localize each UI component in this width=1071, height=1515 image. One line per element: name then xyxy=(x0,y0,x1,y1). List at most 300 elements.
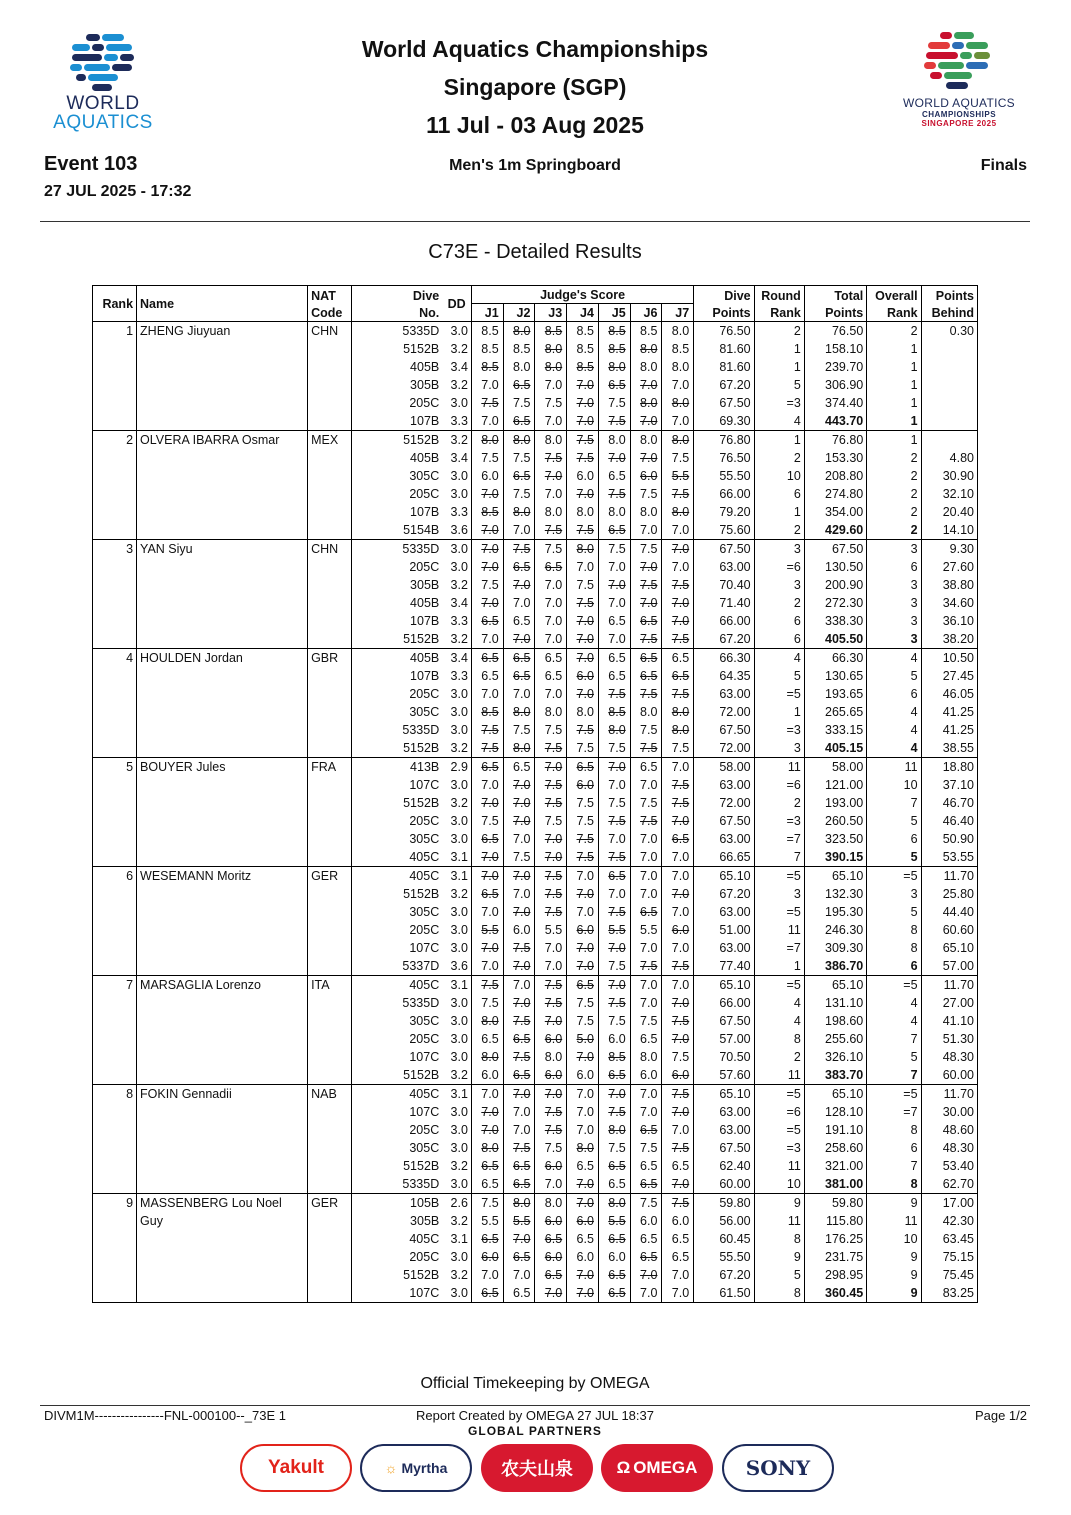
overall-rank: =7 xyxy=(867,1103,921,1121)
overall-rank: 3 xyxy=(867,540,921,559)
overall-rank: 5 xyxy=(867,848,921,867)
dive-points: 63.00 xyxy=(694,776,754,794)
judge-score: 7.5 xyxy=(471,394,503,412)
judge-score: 6.0 xyxy=(662,1212,694,1230)
judge-score: 7.0 xyxy=(567,903,599,921)
round-rank: 11 xyxy=(754,1157,804,1175)
total-points: 65.10 xyxy=(804,867,866,886)
dive-number: 5152B xyxy=(352,1066,443,1085)
round-rank: 11 xyxy=(754,1212,804,1230)
col-j7: J7 xyxy=(662,304,694,322)
judge-score: 7.5 xyxy=(535,903,567,921)
judge-score: 7.5 xyxy=(567,449,599,467)
judge-score: 7.5 xyxy=(662,957,694,976)
overall-rank: 6 xyxy=(867,830,921,848)
dive-points: 66.00 xyxy=(694,485,754,503)
nat-empty xyxy=(308,903,352,921)
points-behind: 75.15 xyxy=(921,1248,977,1266)
sponsor-myrtha xyxy=(360,1444,472,1492)
points-behind: 48.60 xyxy=(921,1121,977,1139)
judge-score: 7.0 xyxy=(535,830,567,848)
judge-score: 6.5 xyxy=(630,1157,662,1175)
rank-empty xyxy=(93,612,137,630)
page-title xyxy=(300,30,770,144)
table-row xyxy=(93,1194,978,1213)
points-behind: 44.40 xyxy=(921,903,977,921)
overall-rank: 1 xyxy=(867,394,921,412)
degree-of-difficulty: 3.2 xyxy=(450,578,468,592)
nat-empty xyxy=(308,394,352,412)
round-rank: 6 xyxy=(754,612,804,630)
judge-score: 7.0 xyxy=(567,867,599,886)
judge-score: 6.5 xyxy=(598,376,630,394)
overall-rank: 3 xyxy=(867,576,921,594)
event-datetime: 27 JUL 2025 - 17:32 xyxy=(44,183,192,200)
judge-score: 7.5 xyxy=(471,1194,503,1213)
rank-empty xyxy=(93,776,137,794)
judge-score: 7.5 xyxy=(662,776,694,794)
judge-score: 7.0 xyxy=(598,939,630,957)
judge-score: 6.5 xyxy=(503,758,535,777)
judge-score: 7.5 xyxy=(598,739,630,758)
judge-score: 8.5 xyxy=(567,322,599,341)
athlete-rank: 8 xyxy=(93,1085,137,1104)
event-number: Event 103 xyxy=(44,153,138,175)
dive-points: 77.40 xyxy=(694,957,754,976)
athlete-rank: 9 xyxy=(93,1194,137,1213)
table-row xyxy=(93,921,978,939)
dive-number: 305C xyxy=(352,703,443,721)
dive-points: 62.40 xyxy=(694,1157,754,1175)
judge-score: 7.0 xyxy=(630,1103,662,1121)
table-row xyxy=(93,376,978,394)
dive-points: 66.65 xyxy=(694,848,754,867)
degree-of-difficulty: 3.1 xyxy=(450,1232,468,1246)
judge-score: 7.0 xyxy=(630,449,662,467)
judge-score: 8.0 xyxy=(567,503,599,521)
nat-empty xyxy=(308,630,352,649)
col-nat-1: NAT xyxy=(308,286,352,304)
total-points: 309.30 xyxy=(804,939,866,957)
total-points: 333.15 xyxy=(804,721,866,739)
judge-score: 7.0 xyxy=(598,576,630,594)
col-round-rank-1: Round xyxy=(754,286,804,304)
nat-empty xyxy=(308,1266,352,1284)
judge-score: 7.5 xyxy=(662,630,694,649)
points-behind: 30.00 xyxy=(921,1103,977,1121)
dive-number: 305C xyxy=(352,830,443,848)
overall-rank: 11 xyxy=(867,758,921,777)
dive-number: 405C xyxy=(352,848,443,867)
points-behind: 32.10 xyxy=(921,485,977,503)
judge-score: 7.5 xyxy=(535,521,567,540)
judge-score: 7.0 xyxy=(662,1175,694,1194)
judge-score: 7.5 xyxy=(471,976,503,995)
dive-number: 405B xyxy=(352,449,443,467)
total-points: 121.00 xyxy=(804,776,866,794)
points-behind xyxy=(921,358,977,376)
overall-rank: 10 xyxy=(867,1230,921,1248)
judge-score: 8.0 xyxy=(630,503,662,521)
judge-score: 6.5 xyxy=(630,1175,662,1194)
name-empty xyxy=(137,612,308,630)
judge-score: 7.5 xyxy=(535,812,567,830)
dive-points: 67.50 xyxy=(694,721,754,739)
points-behind xyxy=(921,376,977,394)
dive-points: 60.45 xyxy=(694,1230,754,1248)
judge-score: 7.5 xyxy=(662,485,694,503)
judge-score: 8.0 xyxy=(630,431,662,450)
total-points: 360.45 xyxy=(804,1284,866,1303)
name-empty xyxy=(137,1157,308,1175)
points-behind: 38.20 xyxy=(921,630,977,649)
event-name: Men's 1m Springboard xyxy=(449,157,621,174)
judge-score: 6.5 xyxy=(662,1248,694,1266)
rank-empty xyxy=(93,685,137,703)
degree-of-difficulty: 3.0 xyxy=(450,1032,468,1046)
table-row xyxy=(93,558,978,576)
table-row xyxy=(93,939,978,957)
name-empty xyxy=(137,503,308,521)
judge-score: 7.0 xyxy=(503,685,535,703)
round-rank: 2 xyxy=(754,521,804,540)
total-points: 198.60 xyxy=(804,1012,866,1030)
dive-number: 205C xyxy=(352,1121,443,1139)
name-empty xyxy=(137,921,308,939)
judge-score: 7.0 xyxy=(503,976,535,995)
table-row xyxy=(93,721,978,739)
total-points: 193.00 xyxy=(804,794,866,812)
judge-score: 6.5 xyxy=(471,1284,503,1303)
judge-score: 7.5 xyxy=(535,721,567,739)
rank-empty xyxy=(93,1175,137,1194)
judge-score: 7.0 xyxy=(662,594,694,612)
dive-number: 413B xyxy=(352,758,443,777)
dive-number: 205C xyxy=(352,685,443,703)
judge-score: 6.5 xyxy=(598,1266,630,1284)
timekeeping-note: Official Timekeeping by OMEGA xyxy=(420,1375,650,1392)
judge-score: 8.0 xyxy=(471,1139,503,1157)
judge-score: 8.0 xyxy=(535,503,567,521)
judge-score: 6.0 xyxy=(567,467,599,485)
rank-empty xyxy=(93,340,137,358)
dive-number: 107B xyxy=(352,412,443,431)
judge-score: 6.5 xyxy=(471,1175,503,1194)
overall-rank: 9 xyxy=(867,1194,921,1213)
table-row xyxy=(93,758,978,777)
degree-of-difficulty: 3.0 xyxy=(450,1105,468,1119)
judge-score: 8.0 xyxy=(630,703,662,721)
athlete-nat: FRA xyxy=(308,758,352,777)
judge-score: 8.0 xyxy=(598,721,630,739)
judge-score: 7.0 xyxy=(630,867,662,886)
points-behind: 27.00 xyxy=(921,994,977,1012)
championships-text-3: SINGAPORE 2025 xyxy=(921,119,997,128)
nat-empty xyxy=(308,1212,352,1230)
judge-score: 7.5 xyxy=(598,812,630,830)
judge-score: 7.5 xyxy=(630,739,662,758)
judge-score: 7.0 xyxy=(662,903,694,921)
rank-empty xyxy=(93,1212,137,1230)
judge-score: 7.5 xyxy=(598,848,630,867)
overall-rank: 8 xyxy=(867,921,921,939)
judge-score: 7.0 xyxy=(503,867,535,886)
points-behind: 75.45 xyxy=(921,1266,977,1284)
points-behind: 65.10 xyxy=(921,939,977,957)
judge-score: 6.5 xyxy=(598,467,630,485)
dive-points: 63.00 xyxy=(694,685,754,703)
dive-number: 305C xyxy=(352,1012,443,1030)
dive-points: 75.60 xyxy=(694,521,754,540)
judge-score: 7.5 xyxy=(662,1194,694,1213)
nat-empty xyxy=(308,1012,352,1030)
round-rank: 3 xyxy=(754,576,804,594)
sponsor-sony xyxy=(722,1444,834,1492)
round-rank: 1 xyxy=(754,431,804,450)
judge-score: 8.0 xyxy=(567,1139,599,1157)
degree-of-difficulty: 3.0 xyxy=(450,1286,468,1300)
points-behind: 41.25 xyxy=(921,703,977,721)
judge-score: 6.0 xyxy=(535,1157,567,1175)
judge-score: 7.0 xyxy=(503,630,535,649)
dive-points: 67.20 xyxy=(694,630,754,649)
degree-of-difficulty: 3.3 xyxy=(450,505,468,519)
rank-empty xyxy=(93,503,137,521)
judge-score: 7.5 xyxy=(567,594,599,612)
round-rank: =5 xyxy=(754,685,804,703)
points-behind: 36.10 xyxy=(921,612,977,630)
judge-score: 5.5 xyxy=(630,921,662,939)
table-row xyxy=(93,521,978,540)
athlete-name: YAN Siyu xyxy=(137,540,308,559)
round-rank: =7 xyxy=(754,939,804,957)
rank-empty xyxy=(93,1121,137,1139)
judge-score: 7.5 xyxy=(662,1012,694,1030)
judge-score: 7.5 xyxy=(567,721,599,739)
judge-score: 7.5 xyxy=(471,576,503,594)
judge-score: 7.0 xyxy=(630,885,662,903)
degree-of-difficulty: 3.0 xyxy=(450,996,468,1010)
judge-score: 6.0 xyxy=(630,1066,662,1085)
judge-score: 8.0 xyxy=(662,431,694,450)
judge-score: 6.0 xyxy=(535,1030,567,1048)
overall-rank: 4 xyxy=(867,994,921,1012)
sponsor-nongfu xyxy=(481,1444,593,1492)
athlete-name: ZHENG Jiuyuan xyxy=(137,322,308,341)
judge-score: 6.5 xyxy=(503,1284,535,1303)
table-row xyxy=(93,1139,978,1157)
degree-of-difficulty: 3.0 xyxy=(450,1250,468,1264)
overall-rank: 6 xyxy=(867,957,921,976)
name-empty xyxy=(137,812,308,830)
round-rank: 1 xyxy=(754,503,804,521)
judge-score: 6.5 xyxy=(471,758,503,777)
total-points: 193.65 xyxy=(804,685,866,703)
total-points: 260.50 xyxy=(804,812,866,830)
overall-rank: 2 xyxy=(867,485,921,503)
rank-empty xyxy=(93,903,137,921)
degree-of-difficulty: 3.2 xyxy=(450,1268,468,1282)
judge-score: 7.0 xyxy=(535,1175,567,1194)
col-dive-points-2: Points xyxy=(694,304,754,322)
rank-empty xyxy=(93,1284,137,1303)
judge-score: 6.0 xyxy=(535,1066,567,1085)
judge-score: 7.0 xyxy=(567,939,599,957)
rank-empty xyxy=(93,885,137,903)
judge-score: 7.0 xyxy=(471,1085,503,1104)
total-points: 191.10 xyxy=(804,1121,866,1139)
degree-of-difficulty: 3.2 xyxy=(450,342,468,356)
judge-score: 7.5 xyxy=(630,685,662,703)
judge-score: 7.0 xyxy=(630,1284,662,1303)
points-behind: 17.00 xyxy=(921,1194,977,1213)
judge-score: 6.0 xyxy=(567,776,599,794)
judge-score: 6.5 xyxy=(471,1030,503,1048)
overall-rank: 1 xyxy=(867,358,921,376)
judge-score: 7.0 xyxy=(471,1103,503,1121)
points-behind: 48.30 xyxy=(921,1048,977,1066)
nat-empty xyxy=(308,521,352,540)
judge-score: 7.0 xyxy=(535,376,567,394)
rank-empty xyxy=(93,358,137,376)
overall-rank: 2 xyxy=(867,449,921,467)
judge-score: 6.5 xyxy=(630,649,662,668)
name-empty xyxy=(137,939,308,957)
overall-rank: 9 xyxy=(867,1266,921,1284)
round-rank: 3 xyxy=(754,739,804,758)
judge-score: 6.0 xyxy=(662,1066,694,1085)
name-empty xyxy=(137,1121,308,1139)
judge-score: 5.5 xyxy=(598,1212,630,1230)
judge-score: 7.5 xyxy=(471,721,503,739)
round-rank: 2 xyxy=(754,594,804,612)
dive-points: 66.30 xyxy=(694,649,754,668)
judge-score: 7.5 xyxy=(535,1139,567,1157)
round-rank: 6 xyxy=(754,485,804,503)
degree-of-difficulty: 3.1 xyxy=(450,850,468,864)
points-behind: 83.25 xyxy=(921,1284,977,1303)
dive-points: 64.35 xyxy=(694,667,754,685)
overall-rank: 6 xyxy=(867,685,921,703)
table-row xyxy=(93,540,978,559)
table-row xyxy=(93,685,978,703)
judge-score: 7.0 xyxy=(598,630,630,649)
athlete-rank: 7 xyxy=(93,976,137,995)
judge-score: 7.5 xyxy=(598,685,630,703)
rank-empty xyxy=(93,957,137,976)
judge-score: 5.5 xyxy=(662,467,694,485)
title-line-2: Singapore (SGP) xyxy=(443,74,627,100)
judge-score: 7.0 xyxy=(598,776,630,794)
rank-empty xyxy=(93,394,137,412)
points-behind: 37.10 xyxy=(921,776,977,794)
points-behind: 46.70 xyxy=(921,794,977,812)
judge-score: 7.5 xyxy=(503,540,535,559)
rank-empty xyxy=(93,412,137,431)
rank-empty xyxy=(93,830,137,848)
nat-empty xyxy=(308,848,352,867)
total-points: 429.60 xyxy=(804,521,866,540)
judge-score: 7.5 xyxy=(567,576,599,594)
points-behind: 50.90 xyxy=(921,830,977,848)
rank-empty xyxy=(93,994,137,1012)
judge-score: 6.5 xyxy=(630,667,662,685)
dive-number: 105B xyxy=(352,1194,443,1213)
judge-score: 7.0 xyxy=(662,1030,694,1048)
judge-score: 7.0 xyxy=(630,776,662,794)
judge-score: 7.5 xyxy=(598,1012,630,1030)
degree-of-difficulty: 3.0 xyxy=(450,941,468,955)
points-behind: 34.60 xyxy=(921,594,977,612)
col-judges: Judge's Score xyxy=(471,286,693,304)
points-behind: 53.40 xyxy=(921,1157,977,1175)
round-rank: 3 xyxy=(754,540,804,559)
judge-score: 7.5 xyxy=(598,957,630,976)
round-rank: 8 xyxy=(754,1030,804,1048)
name-empty xyxy=(137,358,308,376)
overall-rank: 3 xyxy=(867,630,921,649)
dive-number: 107C xyxy=(352,939,443,957)
dive-number: 205C xyxy=(352,394,443,412)
dive-points: 61.50 xyxy=(694,1284,754,1303)
nat-empty xyxy=(308,1048,352,1066)
judge-score: 6.5 xyxy=(567,758,599,777)
overall-rank: 8 xyxy=(867,1175,921,1194)
nat-empty xyxy=(308,1030,352,1048)
dive-points: 55.50 xyxy=(694,1248,754,1266)
athlete-nat: CHN xyxy=(308,540,352,559)
nat-empty xyxy=(308,1284,352,1303)
judge-score: 7.0 xyxy=(662,812,694,830)
dive-number: 5335D xyxy=(352,1175,443,1194)
judge-score: 7.0 xyxy=(503,1085,535,1104)
athlete-rank: 1 xyxy=(126,324,134,338)
judge-score: 7.0 xyxy=(662,885,694,903)
rank-empty xyxy=(93,594,137,612)
overall-rank: 10 xyxy=(867,776,921,794)
points-behind xyxy=(921,431,977,450)
judge-score: 6.5 xyxy=(503,1157,535,1175)
judge-score: 7.0 xyxy=(598,830,630,848)
judge-score: 7.0 xyxy=(503,812,535,830)
dive-points: 66.00 xyxy=(694,994,754,1012)
dive-points: 72.00 xyxy=(694,739,754,758)
nat-empty xyxy=(308,957,352,976)
total-points: 306.90 xyxy=(804,376,866,394)
judge-score: 6.5 xyxy=(503,1248,535,1266)
dive-number: 405C xyxy=(352,976,443,995)
judge-score: 7.0 xyxy=(535,485,567,503)
table-row xyxy=(93,1248,978,1266)
judge-score: 7.5 xyxy=(630,576,662,594)
round-rank: =5 xyxy=(754,976,804,995)
nat-empty xyxy=(308,1157,352,1175)
name-empty xyxy=(137,467,308,485)
dive-number: 205C xyxy=(352,1248,443,1266)
total-points: 265.65 xyxy=(804,703,866,721)
nat-empty xyxy=(308,558,352,576)
dive-number: 205C xyxy=(352,1030,443,1048)
judge-score: 7.0 xyxy=(598,594,630,612)
name-empty xyxy=(137,957,308,976)
judge-score: 8.0 xyxy=(662,358,694,376)
judge-score: 6.5 xyxy=(598,521,630,540)
judge-score: 6.5 xyxy=(503,1066,535,1085)
table-row xyxy=(93,739,978,758)
overall-rank: 8 xyxy=(867,1121,921,1139)
judge-score: 6.5 xyxy=(662,667,694,685)
judge-score: 7.0 xyxy=(503,885,535,903)
